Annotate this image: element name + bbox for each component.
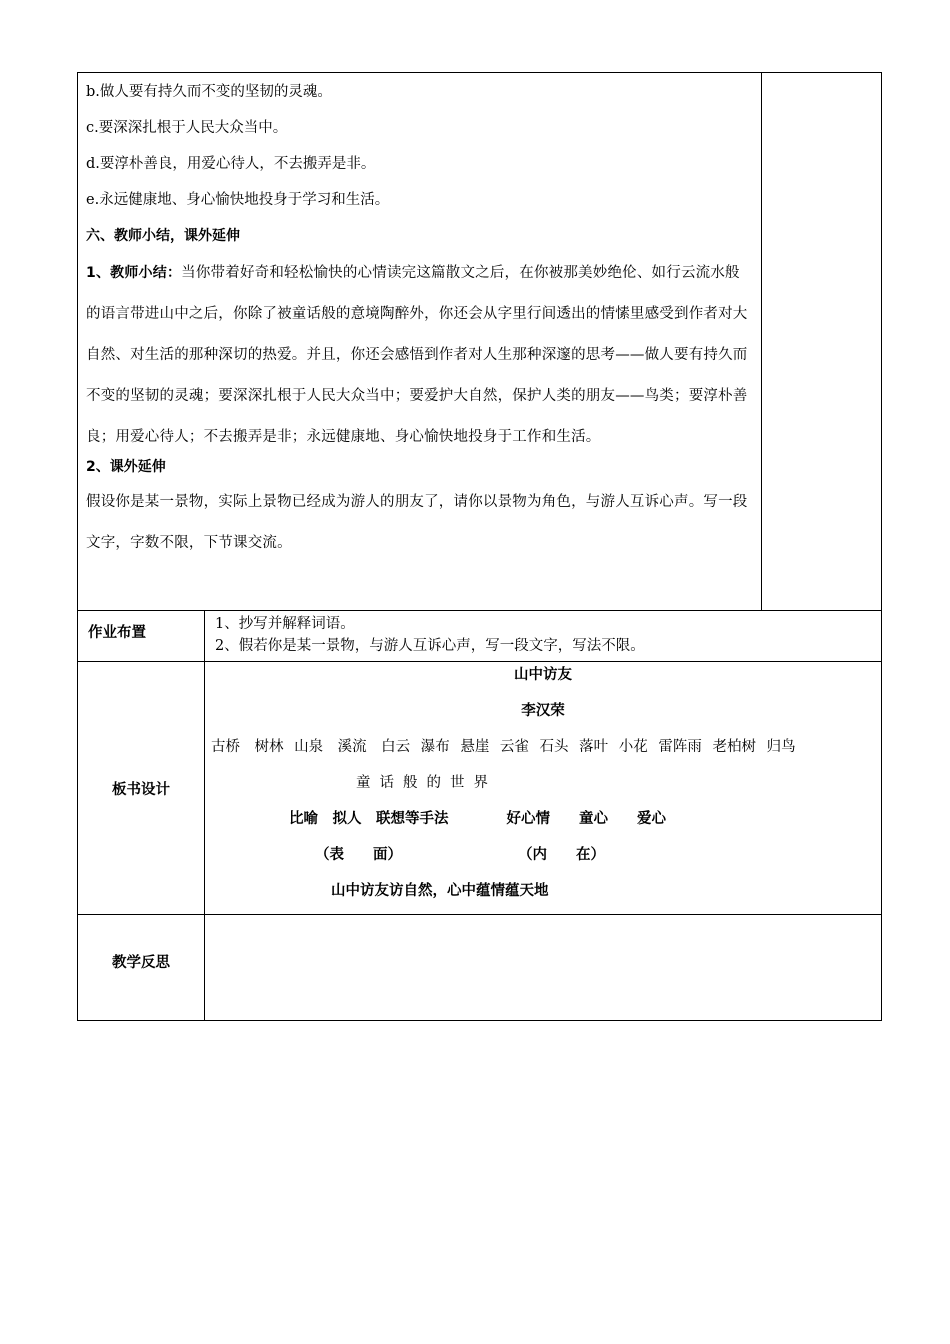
board-fairy-world: 童话般的世界 (356, 775, 497, 791)
point-e: e.永远健康地、身心愉快地投身于学习和生活。 (86, 192, 390, 208)
board-title: 山中访友 (514, 667, 572, 683)
teacher-summary-text: 当你带着好奇和轻松愉快的心情读完这篇散文之后，在你被那美妙绝伦、如行云流水般的语言带进山中之后，你除了被童话般的意境陶醉外，你还会从字里行间透出的情愫里感受到作者对大自然、对生活的那种深切的热爱。并且，你还会感悟到作者对人生那种深邃的思考——做人要有持久而不变的坚韧的灵魂；要深深扎根于人民大众当中；要爱护大自然，保护人类的朋友——鸟类；要淳朴善良；用爱心待人；不去搬弄是非；永远健康地、身心愉快地投身于工作和生活。 (86, 265, 748, 445)
board-aspects: （表 面） （内 在） (315, 847, 605, 863)
board-methods: 比喻 拟人 联想等手法 好心情 童心 爱心 (289, 811, 666, 827)
board-design-cell (205, 662, 882, 915)
teacher-summary-lead: 1、教师小结： (86, 265, 182, 281)
point-c: c.要深深扎根于人民大众当中。 (86, 120, 288, 136)
extension-heading: 2、课外延伸 (86, 459, 166, 475)
homework-cell (205, 611, 882, 662)
lesson-content-cell (78, 73, 762, 611)
homework-item: 1、抄写并解释词语。 (215, 616, 355, 632)
point-b: b.做人要有持久而不变的坚韧的灵魂。 (86, 84, 332, 100)
homework-label: 作业布置 (88, 625, 146, 641)
notes-column (762, 73, 882, 611)
section-six-heading: 六、教师小结，课外延伸 (86, 228, 240, 244)
reflection-label: 教学反思 (112, 955, 170, 971)
board-label-cell (78, 662, 205, 915)
reflection-label-cell (78, 915, 205, 1021)
lesson-plan-table (77, 72, 881, 1021)
board-scenery-words: 古桥 树林 山泉 溪流 白云 瀑布 悬崖 云雀 石头 落叶 小花 雷阵雨 老柏树 归鸟 (211, 739, 796, 755)
board-label: 板书设计 (112, 781, 170, 798)
teacher-summary (86, 253, 753, 458)
homework-item: 2、假若你是某一景物，与游人互诉心声，写一段文字，写法不限。 (215, 638, 645, 654)
board-author: 李汉荣 (521, 703, 565, 719)
board-summary: 山中访友访自然，心中蕴情蕴天地 (331, 883, 549, 899)
homework-label-cell (78, 611, 205, 662)
reflection-cell (205, 915, 882, 1021)
extension-text: 假设你是某一景物，实际上景物已经成为游人的朋友了，请你以景物为角色，与游人互诉心声。写一段文字，字数不限，下节课交流。 (86, 494, 748, 551)
point-d: d.要淳朴善良，用爱心待人，不去搬弄是非。 (86, 156, 376, 172)
